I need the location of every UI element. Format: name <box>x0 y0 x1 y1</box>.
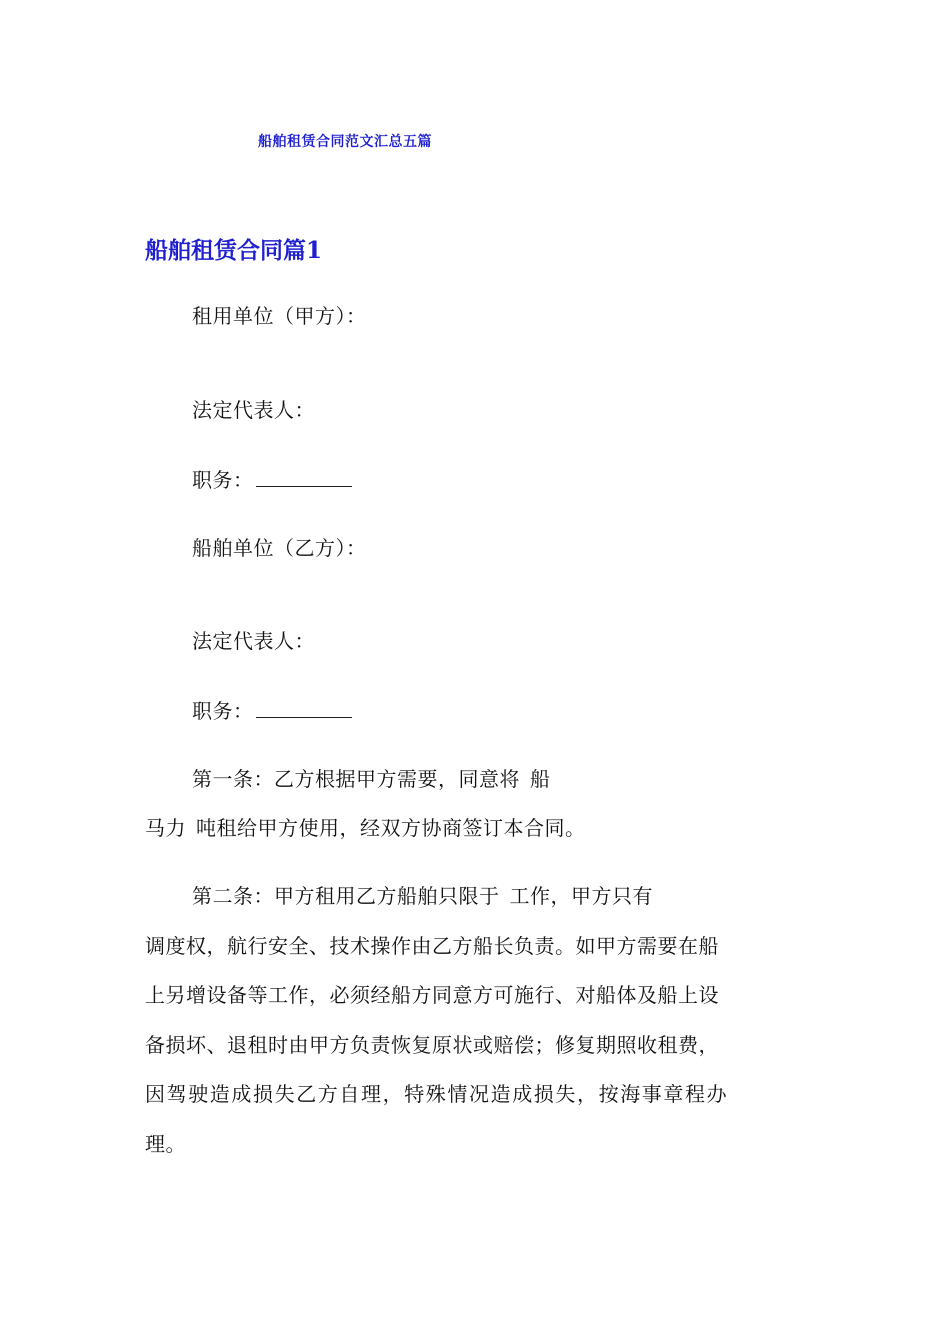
party-b-position <box>192 697 352 725</box>
article-2-line-1 <box>192 882 653 910</box>
article-2-line-4: 备损坏、退租时由甲方负责恢复原状或赔偿；修复期照收租费， <box>145 1033 719 1057</box>
article-1-text-b: 船 <box>530 767 551 791</box>
article-2-line-3: 上另增设备等工作，必须经船方同意方可施行、对船体及船上设 <box>145 983 719 1007</box>
article-2-line-6: 理。 <box>145 1132 186 1156</box>
party-b-position-blank <box>256 697 352 718</box>
section-title: 船舶租赁合同篇1 <box>145 237 323 264</box>
article-1-line-2 <box>145 814 586 842</box>
article-1-line-1 <box>192 765 551 793</box>
party-a-unit: 租用单位（甲方）： <box>192 304 367 328</box>
party-b-position-label: 职务： <box>192 699 254 723</box>
party-b-unit: 船舶单位（乙方）： <box>192 536 367 560</box>
article-1-text-d: 吨租给甲方使用，经双方协商签订本合同。 <box>196 816 586 840</box>
party-b-representative: 法定代表人： <box>192 629 315 653</box>
document-header-title: 船舶租赁合同范文汇总五篇 <box>258 134 432 150</box>
article-1-text-c: 马力 <box>145 816 186 840</box>
party-a-position-blank <box>256 466 352 487</box>
party-a-position <box>192 466 352 494</box>
party-a-position-label: 职务： <box>192 468 254 492</box>
article-1-text-a: 第一条：乙方根据甲方需要，同意将 <box>192 767 520 791</box>
article-2-line-5: 因驾驶造成损失乙方自理，特殊情况造成损失，按海事章程办 <box>145 1082 729 1106</box>
party-a-representative: 法定代表人： <box>192 398 315 422</box>
article-2-text-a: 第二条：甲方租用乙方船舶只限于 <box>192 884 500 908</box>
article-2-line-2: 调度权，航行安全、技术操作由乙方船长负责。如甲方需要在船 <box>145 934 719 958</box>
article-2-text-b: 工作，甲方只有 <box>509 884 653 908</box>
